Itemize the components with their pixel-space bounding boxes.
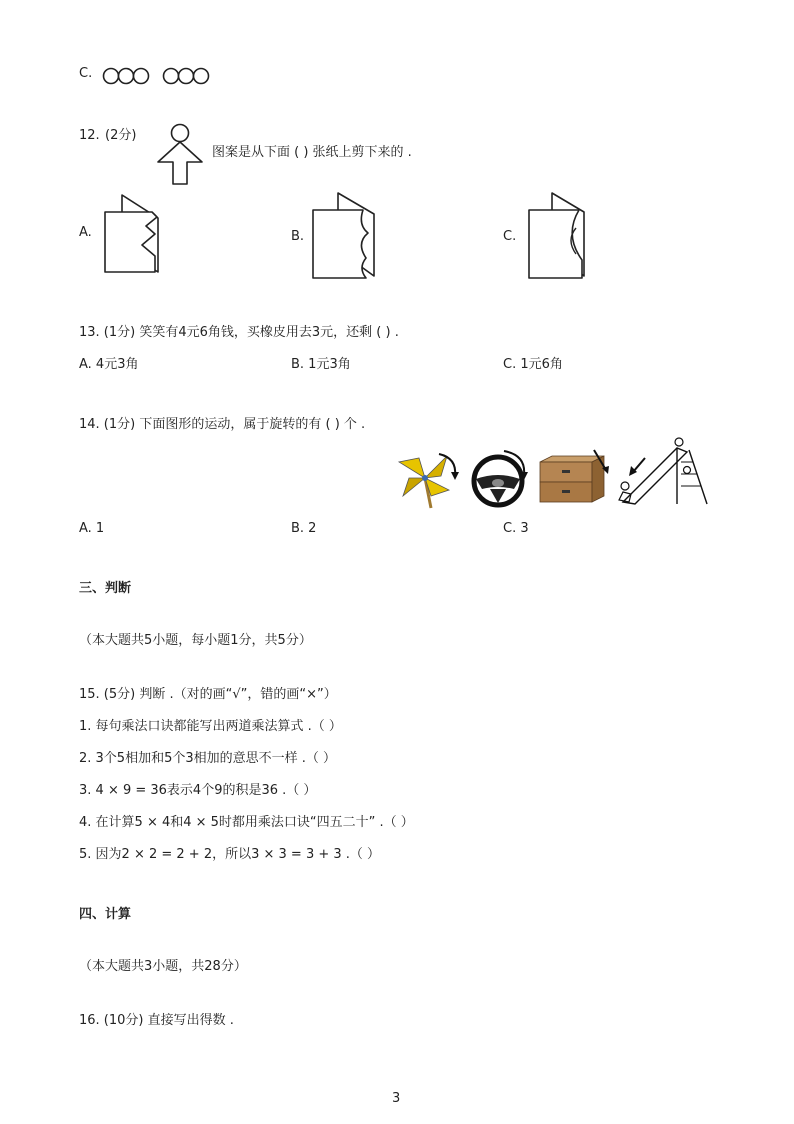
q15-item-3: 3. 4 × 9 = 36表示4个9的积是36 .（ ） <box>79 783 317 798</box>
q12-number: 12. <box>79 128 100 143</box>
q12-question-text: 图案是从下面 ( ) 张纸上剪下来的 . <box>212 145 412 160</box>
q11-option-c-label: C. <box>79 66 93 81</box>
drawer-icon <box>536 448 612 508</box>
q15-item-2: 2. 3个5相加和5个3相加的意思不一样 .（ ） <box>79 751 337 766</box>
q12-option-b-label: B. <box>291 229 305 244</box>
q14-option-a[interactable]: A. 1 <box>79 521 105 536</box>
q15-question: 15. (5分) 判断 .（对的画“√”，错的画“×”） <box>79 687 337 702</box>
q14-option-c[interactable]: C. 3 <box>503 521 529 536</box>
q14-option-b[interactable]: B. 2 <box>291 521 317 536</box>
person-cutout-icon <box>154 122 206 186</box>
folded-paper-wave-icon[interactable] <box>308 190 378 280</box>
q13-option-a[interactable]: A. 4元3角 <box>79 357 139 372</box>
q15-item-5: 5. 因为2 × 2 = 2 + 2，所以3 × 3 = 3 + 3 .（ ） <box>79 847 381 862</box>
section-3-title: 三、判断 <box>79 581 132 596</box>
q14-question: 14. (1分) 下面图形的运动，属于旋转的有 ( ) 个 . <box>79 417 366 432</box>
three-circles-icon <box>100 66 220 86</box>
steering-wheel-icon <box>470 445 532 509</box>
slide-icon <box>615 436 715 508</box>
pinwheel-icon <box>395 450 463 510</box>
q15-item-4: 4. 在计算5 × 4和4 × 5时都用乘法口诀“四五二十” .（ ） <box>79 815 414 830</box>
q13-question: 13. (1分) 笑笑有4元6角钱，买橡皮用去3元，还剩 ( ) . <box>79 325 399 340</box>
page-number: 3 <box>392 1091 401 1106</box>
q15-item-1: 1. 每句乘法口诀都能写出两道乘法算式 .（ ） <box>79 719 342 734</box>
section-4-note: （本大题共3小题，共28分） <box>79 959 247 974</box>
folded-paper-crescent-icon[interactable] <box>524 190 589 282</box>
q16-question: 16. (10分) 直接写出得数 . <box>79 1013 234 1028</box>
q12-score: (2分) <box>105 128 137 143</box>
q13-option-b[interactable]: B. 1元3角 <box>291 357 351 372</box>
folded-paper-zigzag-icon[interactable] <box>100 190 165 278</box>
q12-option-a-label: A. <box>79 225 92 240</box>
q12-option-c-label: C. <box>503 229 517 244</box>
section-3-note: （本大题共5小题，每小题1分，共5分） <box>79 633 312 648</box>
q13-option-c[interactable]: C. 1元6角 <box>503 357 563 372</box>
section-4-title: 四、计算 <box>79 907 132 922</box>
